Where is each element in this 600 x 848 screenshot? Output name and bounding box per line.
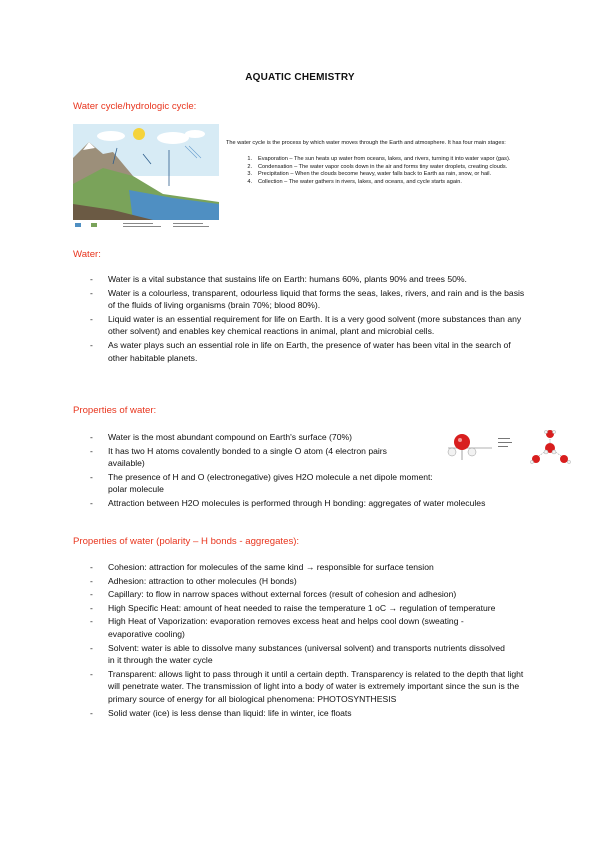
cycle-step: 2. Condensation – The water vapor cools down in the air and forms tiny water droplets, creating clouds.	[247, 163, 508, 170]
list-item: - Capillary: to flow in narrow spaces without external forces (result of cohesion and adhesion)	[90, 588, 530, 601]
list-item: - Solid water (ice) is less dense than liquid: life in winter, ice floats	[90, 707, 530, 720]
water-molecule-dipole-icon	[438, 428, 518, 462]
list-item: - Liquid water is an essential requirement for life on Earth. It is a very good solvent (more substances than any other solvent) and enables key chemical reactions in animal, plant and microbial cells.	[90, 313, 530, 338]
list-item: - It has two H atoms covalently bonded to a single O atom (4 electron pairs available)	[90, 445, 408, 470]
list-item: - High Specific Heat: amount of heat needed to raise the temperature 1 oC → regulation of temperature	[90, 602, 530, 615]
list-item: - Water is a colourless, transparent, odourless liquid that forms the seas, lakes, rivers, and rain and is the basis of the fluids of living organisms (brain 70%; blood 80%).	[90, 287, 530, 312]
list-item: - Attraction between H2O molecules is performed through H bonding: aggregates of water molecules	[90, 497, 510, 510]
water-heading: Water:	[73, 249, 101, 260]
list-item: - Water is the most abundant compound on Earth's surface (70%)	[90, 431, 510, 444]
water-cycle-diagram	[73, 124, 219, 234]
properties-heading: Properties of water:	[73, 405, 157, 416]
list-item: - Adhesion: attraction to other molecules (H bonds)	[90, 575, 530, 588]
water-cycle-text	[226, 140, 528, 186]
water-cycle-intro: The water cycle is the process by which water moves through the Earth and atmosphere. It has four main stages:	[226, 140, 506, 146]
water-list	[90, 273, 530, 365]
list-item: - As water plays such an essential role in life on Earth, the presence of water has been vital in the search of other habitable planets.	[90, 339, 530, 364]
list-item: - Transparent: allows light to pass through it until a certain depth. Transparency is related to the depth that light will penetrate water. The transmission of light into a body of water is extremely important since the sun is the primary source of energy for all biological phenomena: PHOTOSYNTHESIS	[90, 668, 530, 706]
list-item: - Solvent: water is able to dissolve many substances (universal solvent) and transports nutrients dissolved in it through the water cycle	[90, 642, 508, 667]
list-item: - High Heat of Vaporization: evaporation removes excess heat and helps cool down (sweating - evaporative cooling)	[90, 615, 508, 640]
list-item: - Cohesion: attraction for molecules of the same kind → responsible for surface tension	[90, 561, 530, 574]
polarity-heading: Properties of water (polarity – H bonds - aggregates):	[73, 536, 300, 547]
cycle-step: 4. Collection – The water gathers in rivers, lakes, and oceans, and cycle starts again.	[247, 178, 462, 185]
water-cycle-heading: Water cycle/hydrologic cycle:	[73, 101, 197, 112]
hydrogen-bonds-icon	[528, 428, 574, 470]
list-item: - The presence of H and O (electronegative) gives H2O molecule a net dipole moment: polar molecule	[90, 471, 438, 496]
water-cycle-steps	[226, 156, 528, 186]
page-title: AQUATIC CHEMISTRY	[245, 72, 355, 83]
cycle-step: 1. Evaporation – The sun heats up water from oceans, lakes, and rivers, turning it into water vapor (gas).	[247, 156, 511, 163]
cycle-step: 3. Precipitation – When the clouds become heavy, water falls back to Earth as rain, snow, or hail.	[247, 171, 492, 178]
list-item: - Water is a vital substance that sustains life on Earth: humans 60%, plants 90% and trees 50%.	[90, 273, 530, 286]
polarity-list	[90, 561, 530, 720]
